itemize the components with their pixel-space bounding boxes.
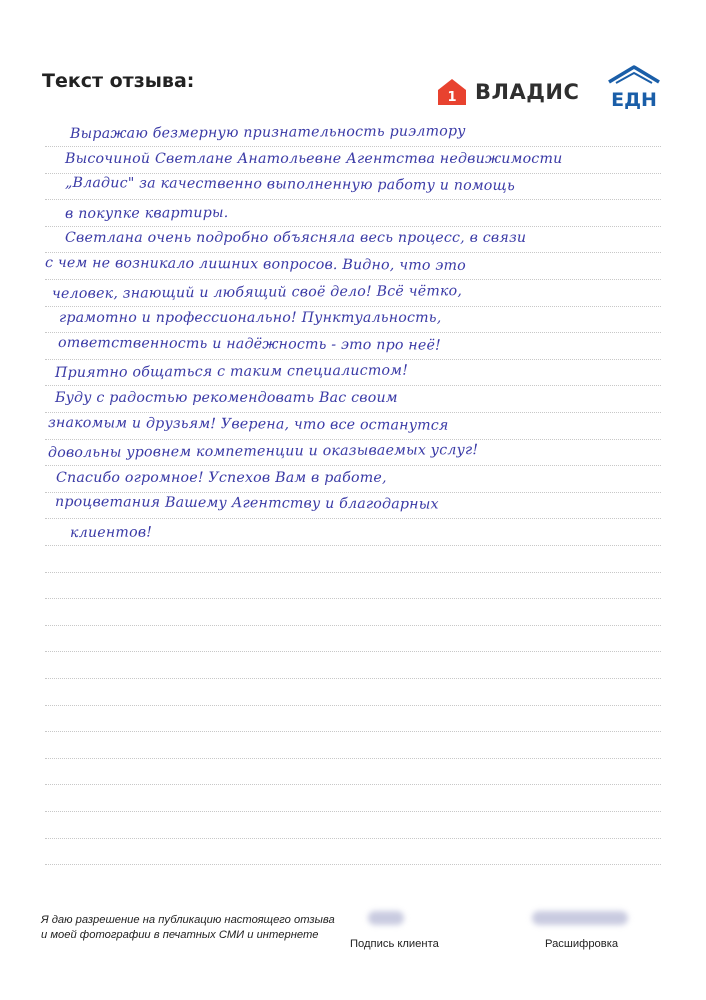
- rule-line: [45, 412, 661, 413]
- rule-line: [45, 758, 661, 759]
- review-line: человек, знающий и любящий своё дело! Всё чётко,: [51, 282, 463, 302]
- consent-text: [41, 913, 335, 943]
- review-line: Высочиной Светлане Анатольевне Агентства недвижимости: [65, 150, 563, 167]
- rule-line: [45, 625, 661, 626]
- signature-label: Подпись клиента: [350, 938, 439, 950]
- rule-line: [45, 492, 661, 493]
- rule-line: [45, 705, 661, 706]
- review-line: процветания Вашему Агентству и благодарных: [54, 494, 439, 514]
- rule-line: [45, 518, 661, 519]
- decoding-label: Расшифровка: [545, 938, 619, 950]
- vladis-badge: 1: [447, 90, 457, 105]
- page-title: Текст отзыва:: [42, 70, 195, 92]
- rule-line: [45, 279, 661, 280]
- rule-line: [45, 385, 661, 386]
- consent-line: Я даю разрешение на публикацию настоящего отзыва: [41, 914, 335, 926]
- rule-line: [45, 651, 661, 652]
- rule-line: [45, 252, 661, 253]
- rule-line: [45, 598, 661, 599]
- edn-wordmark: ЕДН: [611, 89, 657, 110]
- review-line: Буду с радостью рекомендовать Вас своим: [55, 390, 398, 406]
- review-line: Светлана очень подробно объясняла весь процесс, в связи: [65, 230, 527, 247]
- rule-line: [45, 545, 661, 546]
- rule-line: [45, 838, 661, 839]
- rule-line: [45, 811, 661, 812]
- review-line: Спасибо огромное! Успехов Вам в работе,: [56, 469, 387, 486]
- review-line: клиентов!: [69, 524, 153, 542]
- review-line: знакомым и друзьям! Уверена, что все останутся: [47, 414, 449, 434]
- decoding-mark: [532, 911, 628, 925]
- rule-line: [45, 306, 661, 307]
- rule-line: [45, 864, 661, 865]
- review-line: грамотно и профессионально! Пунктуальность,: [59, 310, 442, 327]
- rule-line: [45, 731, 661, 732]
- review-line: Выражаю безмерную признательность риэлтору: [69, 123, 466, 143]
- review-line: ответственность и надёжность - это про неё!: [57, 334, 442, 354]
- vladis-wordmark: ВЛАДИС: [475, 80, 580, 104]
- rule-line: [45, 439, 661, 440]
- review-line: „Владис" за качественно выполненную работу и помощь: [64, 175, 515, 195]
- rule-line: [45, 678, 661, 679]
- rule-line: [45, 465, 661, 466]
- rule-line: [45, 359, 661, 360]
- review-line: Приятно общаться с таким специалистом!: [54, 362, 409, 382]
- review-line: с чем не возникало лишних вопросов. Видно, что это: [44, 254, 466, 274]
- rule-line: [45, 173, 661, 174]
- signature-mark: [368, 911, 404, 925]
- rule-line: [45, 199, 661, 200]
- rule-line: [45, 332, 661, 333]
- rule-line: [45, 226, 661, 227]
- consent-line: и моей фотографии в печатных СМИ и интернете: [41, 929, 319, 941]
- review-line: в покупке квартиры.: [64, 204, 229, 222]
- rule-line: [45, 784, 661, 785]
- review-line: довольны уровнем компетенции и оказываемых услуг!: [47, 442, 479, 462]
- rule-line: [45, 146, 661, 147]
- rule-line: [45, 572, 661, 573]
